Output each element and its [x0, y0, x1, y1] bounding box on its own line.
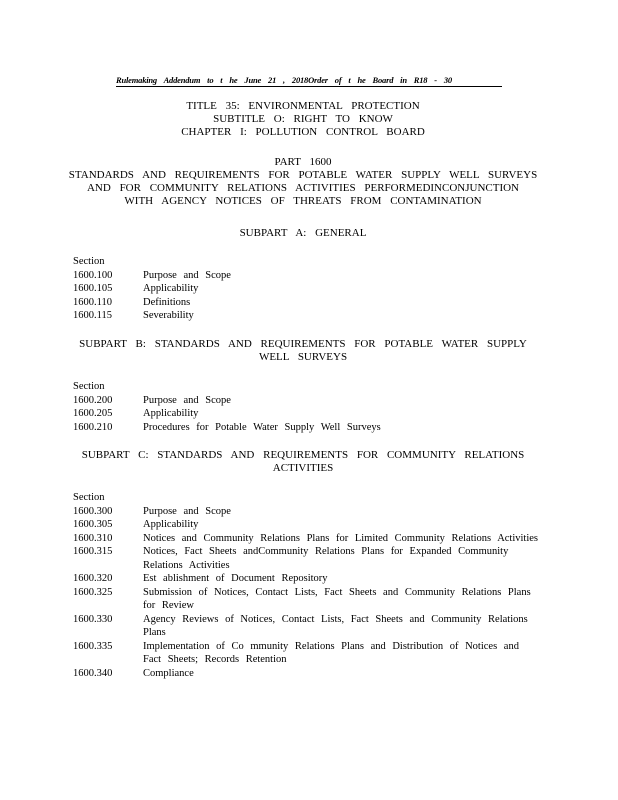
section-row — [73, 269, 538, 283]
section-label: Section — [73, 256, 105, 267]
section-title: Submission of Notices, Contact Lists, Fact Sheets and Community Relations Plans for Review — [143, 586, 531, 611]
subpart-a-heading: SUBPART A: GENERAL — [239, 227, 367, 239]
section-number: 1600.300 — [73, 505, 113, 517]
section-title: Definitions — [143, 296, 191, 308]
subpart-b-sections — [73, 380, 538, 434]
section-number: 1600.335 — [73, 640, 113, 652]
section-title: Procedures for Potable Water Supply Well Surveys — [143, 421, 381, 433]
section-row — [73, 572, 538, 586]
section-label: Section — [73, 492, 105, 503]
subpart-heading-line: SUBPART B: STANDARDS AND REQUIREMENTS FOR POTABLE WATER SUPPLY — [79, 338, 527, 350]
subpart-heading-line: ACTIVITIES — [272, 462, 334, 474]
chapter-line: CHAPTER I: POLLUTION CONTROL BOARD — [181, 126, 425, 138]
section-row — [73, 613, 538, 640]
section-number: 1600.110 — [73, 296, 112, 308]
section-title: Implementation of Co mmunity Relations Plans and Distribution of Notices and Fact Sheets; Records Retention — [143, 640, 519, 665]
section-number: 1600.320 — [73, 573, 113, 584]
section-title: Agency Reviews of Notices, Contact Lists, Fact Sheets and Community Relations Plans — [143, 613, 528, 638]
section-row — [73, 309, 538, 323]
subpart-c-sections — [73, 491, 538, 680]
subpart-heading-line: SUBPART C: STANDARDS AND REQUIREMENTS FOR COMMUNITY RELATIONS — [81, 449, 525, 461]
subpart-c-heading — [60, 449, 546, 475]
section-number: 1600.100 — [73, 269, 113, 281]
section-row — [73, 586, 538, 613]
section-number: 1600.205 — [73, 408, 113, 419]
section-number: 1600.325 — [73, 586, 113, 598]
section-number: 1600.310 — [73, 532, 113, 544]
part-number: PART 1600 — [274, 156, 332, 168]
section-number: 1600.210 — [73, 421, 113, 433]
section-row — [73, 532, 538, 546]
section-title: Notices and Community Relations Plans for Limited Community Relations Activities — [143, 532, 539, 544]
section-row — [73, 421, 538, 435]
section-number: 1600.315 — [73, 546, 113, 557]
section-row — [73, 282, 538, 296]
subpart-heading-line: WELL SURVEYS — [258, 351, 348, 363]
section-number: 1600.115 — [73, 310, 112, 321]
subpart-a-sections — [73, 255, 538, 323]
section-row — [73, 296, 538, 310]
part-block — [60, 156, 546, 208]
section-row — [73, 407, 538, 421]
title-line: TITLE 35: ENVIRONMENTAL PROTECTION — [186, 100, 420, 112]
section-row — [73, 640, 538, 667]
subpart-b-heading — [60, 338, 546, 364]
subtitle-line: SUBTITLE O: RIGHT TO KNOW — [213, 113, 393, 125]
section-row — [73, 667, 538, 681]
section-number: 1600.200 — [73, 394, 113, 406]
page-header: Rulemaking Addendum to t he June 21 , 2018Order of t he Board in R18 - 30 — [116, 75, 502, 87]
section-row — [73, 394, 538, 408]
section-title: Severability — [143, 310, 194, 321]
section-title: Purpose and Scope — [143, 505, 231, 517]
part-title-line: STANDARDS AND REQUIREMENTS FOR POTABLE WATER SUPPLY WELL SURVEYS — [68, 169, 538, 181]
section-title: Compliance — [143, 667, 194, 679]
section-title: Applicability — [143, 519, 199, 530]
section-row — [73, 545, 538, 572]
section-title: Est ablishment of Document Repository — [143, 573, 328, 584]
title-block — [60, 100, 546, 139]
part-title-line: AND FOR COMMUNITY RELATIONS ACTIVITIES PERFORMEDINCONJUNCTION — [86, 182, 520, 194]
section-row — [73, 518, 538, 532]
section-label: Section — [73, 381, 105, 392]
section-number: 1600.340 — [73, 667, 113, 679]
section-number: 1600.305 — [73, 519, 113, 530]
section-row — [73, 505, 538, 519]
part-title-line: WITH AGENCY NOTICES OF THREATS FROM CONTAMINATION — [124, 195, 482, 207]
section-title: Applicability — [143, 408, 199, 419]
section-number: 1600.105 — [73, 283, 113, 294]
section-title: Purpose and Scope — [143, 394, 231, 406]
section-title: Purpose and Scope — [143, 269, 231, 281]
section-title: Applicability — [143, 283, 199, 294]
section-title: Notices, Fact Sheets andCommunity Relations Plans for Expanded Community Relations Activities — [143, 546, 509, 571]
section-number: 1600.330 — [73, 613, 113, 625]
